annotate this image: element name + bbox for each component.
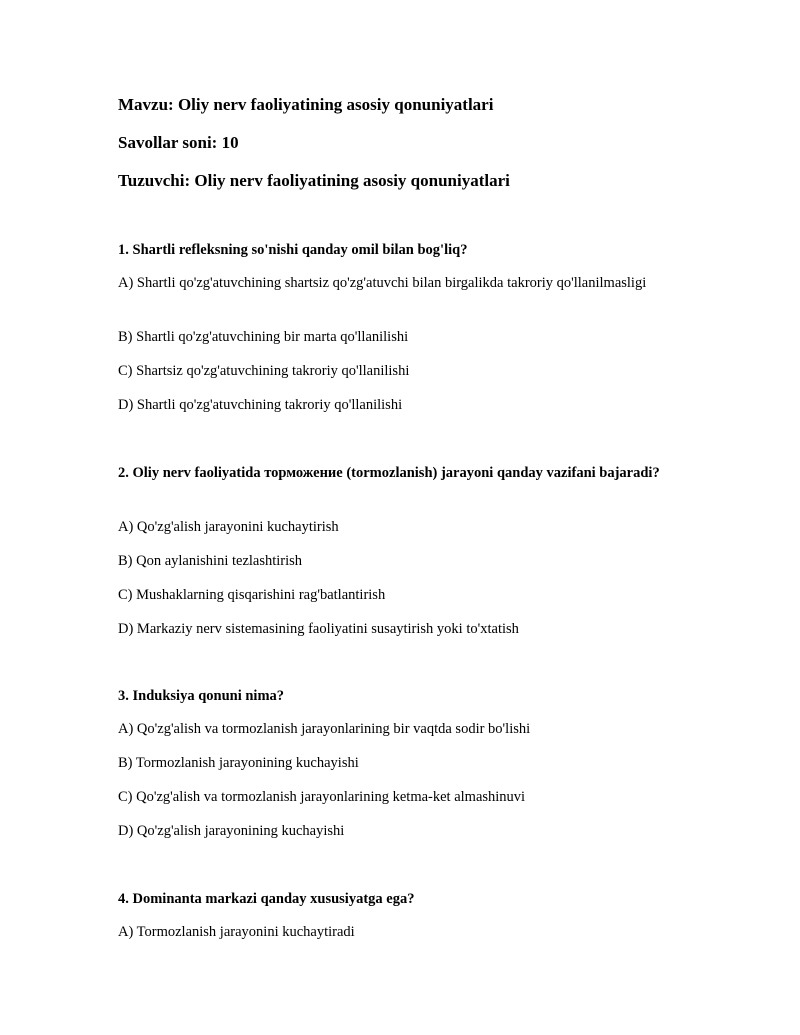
- question-1-option-c: C) Shartsiz qo'zg'atuvchining takroriy qo'llanilishi: [118, 363, 410, 379]
- question-1-option-a: A) Shartli qo'zg'atuvchining shartsiz qo'zg'atuvchi bilan birgalikda takroriy qo'llanilmasligi: [118, 275, 647, 291]
- question-4-title: 4. Dominanta markazi qanday xususiyatga ega?: [118, 891, 415, 907]
- question-3-option-d: D) Qo'zg'alish jarayonining kuchayishi: [118, 823, 345, 839]
- question-3-option-c: C) Qo'zg'alish va tormozlanish jarayonlarining ketma-ket almashinuvi: [118, 789, 526, 805]
- question-3-option-a: A) Qo'zg'alish va tormozlanish jarayonlarining bir vaqtda sodir bo'lishi: [118, 721, 531, 737]
- author-line: Tuzuvchi: Oliy nerv faoliyatining asosiy qonuniyatlari: [118, 171, 510, 190]
- question-3-option-b: B) Tormozlanish jarayonining kuchayishi: [118, 755, 359, 771]
- topic-heading: Mavzu: Oliy nerv faoliyatining asosiy qonuniyatlari: [118, 95, 494, 114]
- question-count: Savollar soni: 10: [118, 133, 239, 152]
- question-2-option-d: D) Markaziy nerv sistemasining faoliyatini susaytirish yoki to'xtatish: [118, 621, 519, 637]
- question-1-option-d: D) Shartli qo'zg'atuvchining takroriy qo'llanilishi: [118, 397, 403, 413]
- question-1-title: 1. Shartli refleksning so'nishi qanday omil bilan bog'liq?: [118, 242, 468, 258]
- question-2-option-c: C) Mushaklarning qisqarishini rag'batlantirish: [118, 587, 386, 603]
- question-3-title: 3. Induksiya qonuni nima?: [118, 688, 285, 704]
- question-1-option-b: B) Shartli qo'zg'atuvchining bir marta qo'llanilishi: [118, 329, 409, 345]
- question-2-option-b: B) Qon aylanishini tezlashtirish: [118, 553, 303, 569]
- question-2-title: 2. Oliy nerv faoliyatida торможение (tormozlanish) jarayoni qanday vazifani bajaradi?: [118, 465, 660, 481]
- question-2-option-a: A) Qo'zg'alish jarayonini kuchaytirish: [118, 519, 339, 535]
- question-4-option-a: A) Tormozlanish jarayonini kuchaytiradi: [118, 924, 355, 940]
